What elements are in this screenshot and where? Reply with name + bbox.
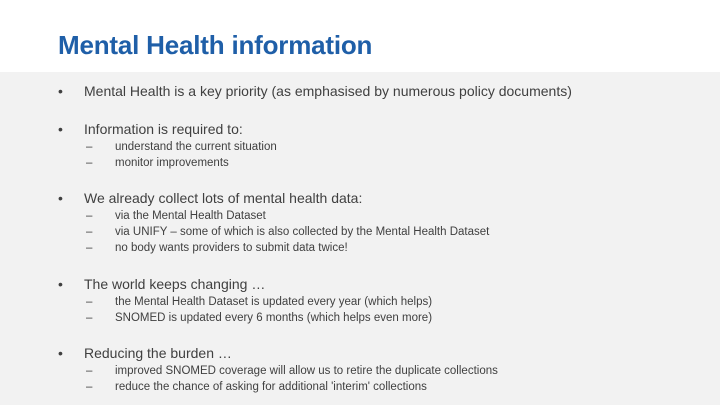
bullet-marker: • [58,121,63,137]
bullet-text: Reducing the burden … [84,345,232,361]
sub-dash: – [86,381,93,393]
sub-item [86,241,348,257]
sub-dash: – [86,141,93,153]
bullet-item [58,345,232,361]
bullet-marker: • [58,190,63,206]
bullet-text: Mental Health is a key priority (as emphasised by numerous policy documents) [84,83,572,99]
sub-text: via UNIFY – some of which is also collected by the Mental Health Dataset [115,226,490,238]
sub-item [86,380,427,396]
sub-item [86,156,229,172]
sub-dash: – [86,210,93,222]
sub-item [86,311,432,327]
bullet-item [58,276,265,292]
sub-item [86,364,498,380]
bullet-marker: • [58,345,63,361]
bullet-marker: • [58,83,63,99]
sub-item [86,140,277,156]
bullet-item [58,121,243,137]
sub-text: improved SNOMED coverage will allow us to retire the duplicate collections [115,365,498,377]
bullet-text: The world keeps changing … [84,276,266,292]
sub-text: reduce the chance of asking for additional 'interim' collections [115,381,427,393]
sub-dash: – [86,157,93,169]
sub-item [86,225,489,241]
bullet-item [58,190,362,206]
sub-item [86,295,432,311]
sub-dash: – [86,296,93,308]
sub-dash: – [86,312,93,324]
title-bar [0,0,720,72]
bullet-text: Information is required to: [84,121,243,137]
slide-title: Mental Health information [58,30,373,60]
bullet-item [58,83,572,99]
sub-dash: – [86,226,93,238]
sub-text: no body wants providers to submit data twice! [115,242,348,254]
bullet-text: We already collect lots of mental health data: [84,190,363,206]
sub-dash: – [86,242,93,254]
sub-dash: – [86,365,93,377]
sub-text: SNOMED is updated every 6 months (which helps even more) [115,312,433,324]
sub-item [86,209,266,225]
sub-text: monitor improvements [115,157,229,169]
sub-text: understand the current situation [115,141,277,153]
bullet-marker: • [58,276,63,292]
sub-text: the Mental Health Dataset is updated every year (which helps) [115,296,433,308]
sub-text: via the Mental Health Dataset [115,210,266,222]
